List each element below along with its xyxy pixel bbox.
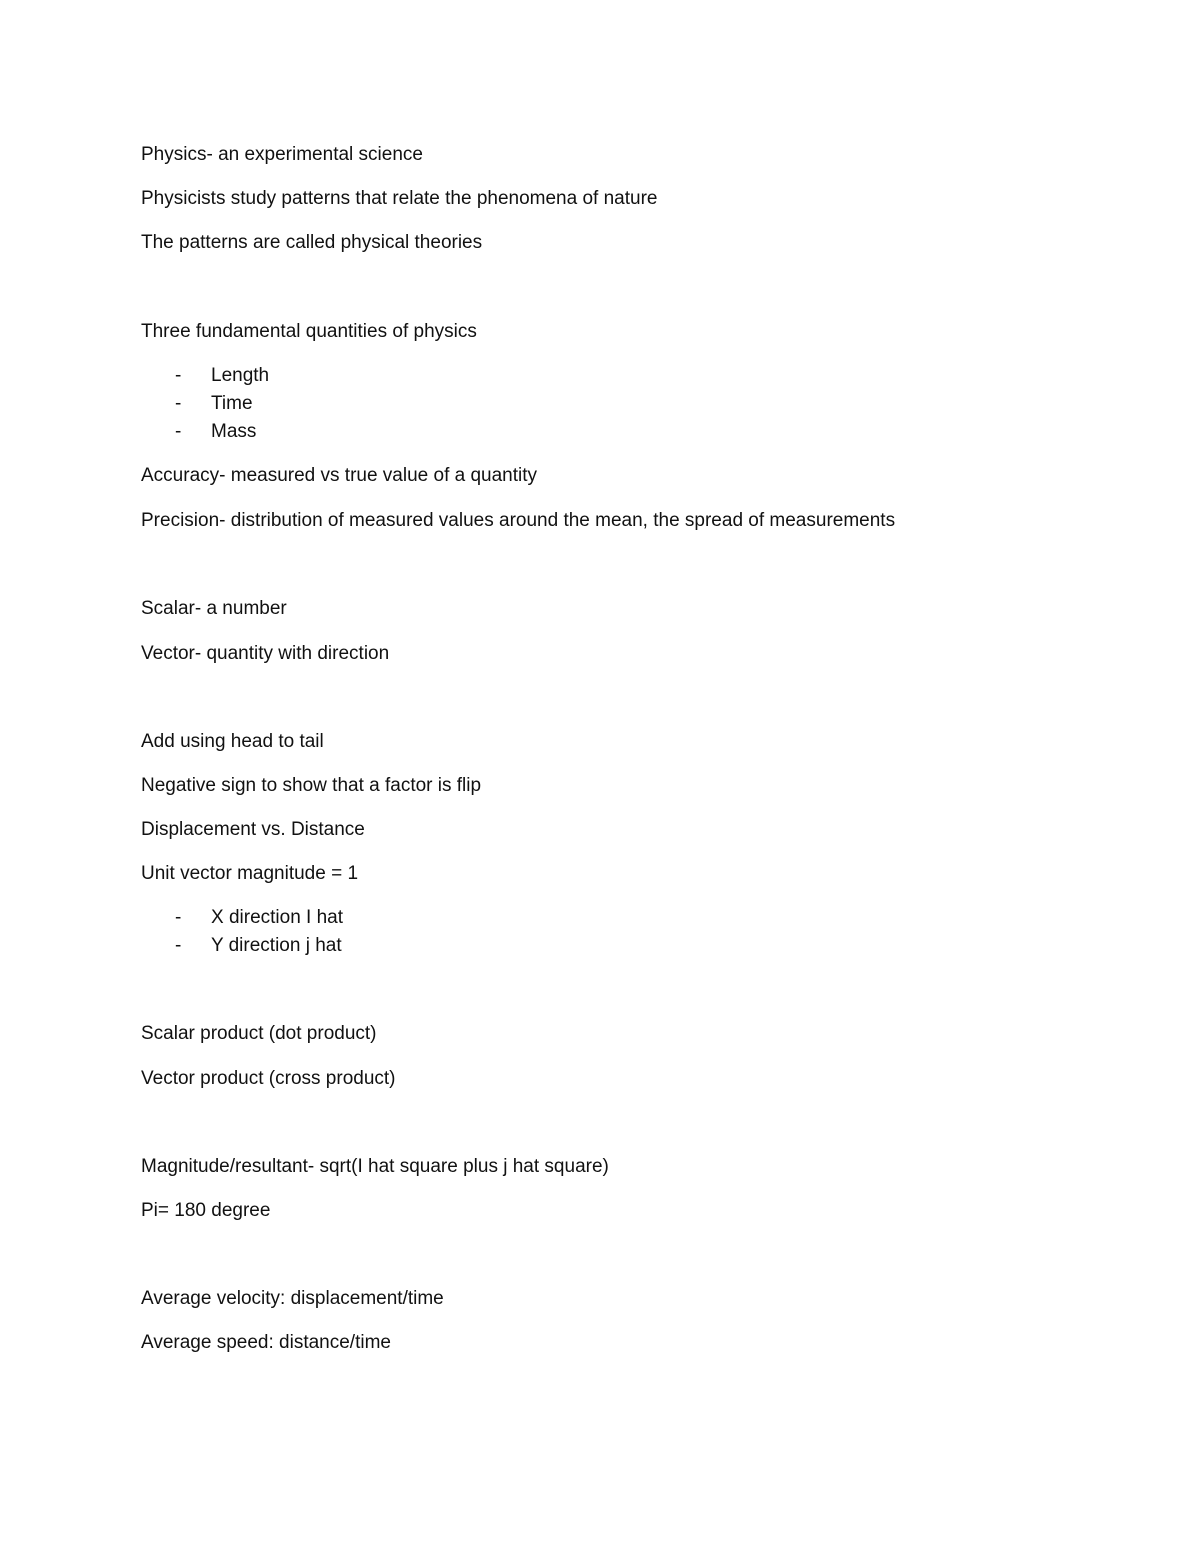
text-line: Magnitude/resultant- sqrt(I hat square plus j hat square) <box>141 1156 609 1177</box>
text-line: Vector product (cross product) <box>141 1068 396 1089</box>
bullet-marker: - <box>175 907 182 928</box>
text-line: Accuracy- measured vs true value of a quantity <box>141 465 538 486</box>
text-line: Physics- an experimental science <box>141 144 423 165</box>
text-line: Physicists study patterns that relate the phenomena of nature <box>141 188 658 209</box>
list-item-text: X direction I hat <box>211 907 344 928</box>
bullet-marker: - <box>175 935 182 956</box>
text-line: Precision- distribution of measured values around the mean, the spread of measurements <box>141 510 896 531</box>
bullet-marker: - <box>175 421 182 442</box>
text-line: Scalar product (dot product) <box>141 1023 377 1044</box>
text-line: Vector- quantity with direction <box>141 643 390 664</box>
list-item-text: Y direction j hat <box>211 935 342 956</box>
text-line: The patterns are called physical theories <box>141 232 483 253</box>
text-line: Three fundamental quantities of physics <box>141 321 477 342</box>
text-line: Unit vector magnitude = 1 <box>141 863 359 884</box>
text-line: Average speed: distance/time <box>141 1332 391 1353</box>
list-item-text: Mass <box>211 421 257 442</box>
text-line: Scalar- a number <box>141 598 287 619</box>
list-item-text: Time <box>211 393 253 414</box>
text-line: Add using head to tail <box>141 731 324 752</box>
bullet-marker: - <box>175 393 182 414</box>
bullet-marker: - <box>175 365 182 386</box>
text-line: Negative sign to show that a factor is flip <box>141 775 482 796</box>
list-item-text: Length <box>211 365 270 386</box>
text-line: Displacement vs. Distance <box>141 819 365 840</box>
text-line: Pi= 180 degree <box>141 1200 271 1221</box>
text-line: Average velocity: displacement/time <box>141 1288 444 1309</box>
